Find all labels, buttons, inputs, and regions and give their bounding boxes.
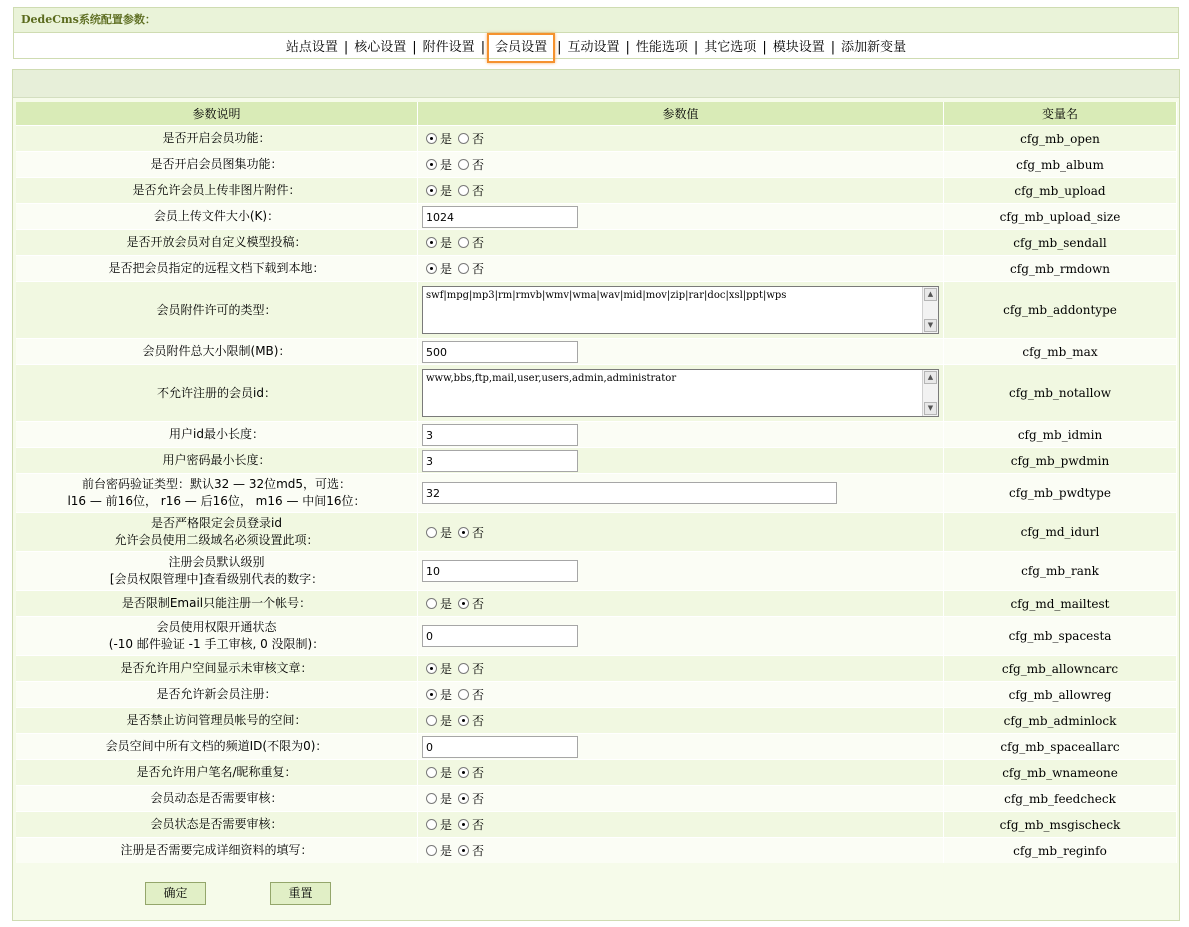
radio-label-no: 否 <box>472 262 485 276</box>
reset-button[interactable]: 重置 <box>270 882 331 905</box>
tab-separator: | <box>412 40 417 55</box>
param-label-line2: l16 — 前16位， r16 — 后16位， m16 — 中间16位： <box>67 494 366 508</box>
radio-option-yes[interactable] <box>422 714 452 728</box>
tab-separator: | <box>830 40 836 55</box>
param-label: 是否禁止访问管理员帐号的空间： <box>126 713 307 727</box>
radio-no[interactable] <box>458 133 469 144</box>
param-label-line2: (-10 邮件验证 -1 手工审核, 0 没限制)： <box>108 637 325 651</box>
param-value <box>418 590 944 616</box>
param-description <box>16 655 418 681</box>
variable-name: cfg_mb_wnameone <box>944 759 1177 785</box>
radio-option-no[interactable] <box>454 262 484 276</box>
radio-option-yes[interactable] <box>422 844 452 858</box>
param-value <box>418 655 944 681</box>
radio-yes[interactable] <box>426 715 437 726</box>
radio-no[interactable] <box>458 159 469 170</box>
param-description <box>16 364 418 421</box>
param-value <box>418 421 944 447</box>
radio-yes[interactable] <box>426 845 437 856</box>
table-row <box>16 177 1177 203</box>
radio-yes[interactable] <box>426 793 437 804</box>
text-input[interactable]: 1024 <box>422 206 578 228</box>
param-description <box>16 837 418 863</box>
param-label: 用户密码最小长度： <box>162 453 271 467</box>
table-row <box>16 151 1177 177</box>
param-value <box>418 338 944 364</box>
radio-no[interactable] <box>458 767 469 778</box>
param-label: 是否开放会员对自定义模型投稿： <box>126 235 307 249</box>
table-row <box>16 203 1177 229</box>
table-row <box>16 616 1177 655</box>
variable-name: cfg_mb_rmdown <box>944 255 1177 281</box>
param-description <box>16 473 418 512</box>
tab-separator: | <box>343 40 349 55</box>
tab-separator: | <box>693 40 699 55</box>
radio-yes[interactable] <box>426 527 437 538</box>
textarea-input[interactable] <box>422 369 939 417</box>
header-description: 参数说明 <box>16 102 418 125</box>
tab-8[interactable]: 添加新变量 <box>841 40 907 55</box>
variable-name: cfg_mb_open <box>944 125 1177 151</box>
table-row <box>16 364 1177 421</box>
param-description <box>16 551 418 590</box>
param-label: 是否允许用户笔名/昵称重复： <box>136 765 297 779</box>
param-label: 是否严格限定会员登录id <box>151 516 282 530</box>
radio-label-yes: 是 <box>440 766 453 780</box>
table-row <box>16 681 1177 707</box>
param-description <box>16 281 418 338</box>
table-row <box>16 837 1177 863</box>
radio-no[interactable] <box>458 263 469 274</box>
radio-label-no: 否 <box>472 792 485 806</box>
radio-label-no: 否 <box>472 688 485 702</box>
radio-label-yes: 是 <box>440 597 453 611</box>
param-value <box>418 229 944 255</box>
param-label: 注册会员默认级别 <box>168 555 265 569</box>
radio-label-no: 否 <box>472 714 485 728</box>
radio-yes[interactable] <box>426 133 437 144</box>
param-label: 是否开启会员功能： <box>162 131 271 145</box>
table-row <box>16 473 1177 512</box>
param-description <box>16 151 418 177</box>
param-value <box>418 837 944 863</box>
param-description <box>16 255 418 281</box>
radio-label-yes: 是 <box>440 688 453 702</box>
variable-name: cfg_mb_spacesta <box>944 616 1177 655</box>
radio-option-yes[interactable] <box>422 526 452 540</box>
radio-label-no: 否 <box>472 662 485 676</box>
table-row <box>16 281 1177 338</box>
radio-label-no: 否 <box>472 818 485 832</box>
tab-separator: | <box>625 40 630 55</box>
tab-3[interactable]: 会员设置 <box>487 33 555 63</box>
param-label-line2: 允许会员使用二级域名必须设置此项： <box>114 533 319 547</box>
param-label: 是否限制Email只能注册一个帐号： <box>121 596 312 610</box>
radio-label-no: 否 <box>472 766 485 780</box>
settings-tabs <box>13 32 1179 59</box>
table-row <box>16 759 1177 785</box>
variable-name: cfg_mb_max <box>944 338 1177 364</box>
radio-label-no: 否 <box>472 132 485 146</box>
table-row <box>16 733 1177 759</box>
radio-yes[interactable] <box>426 159 437 170</box>
radio-label-no: 否 <box>472 844 485 858</box>
radio-no[interactable] <box>458 663 469 674</box>
variable-name: cfg_mb_allowreg <box>944 681 1177 707</box>
radio-yes[interactable] <box>426 237 437 248</box>
table-row <box>16 229 1177 255</box>
param-value <box>418 281 944 338</box>
scroll-down-arrow-icon[interactable]: ▼ <box>924 319 937 332</box>
param-description <box>16 616 418 655</box>
param-label: 是否允许用户空间显示未审核文章： <box>120 661 313 675</box>
text-input[interactable]: 32 <box>422 482 837 504</box>
table-row <box>16 338 1177 364</box>
tab-separator: | <box>480 40 486 55</box>
text-input[interactable]: 3 <box>422 424 578 446</box>
radio-option-no[interactable] <box>454 844 484 858</box>
param-label: 会员上传文件大小(K)： <box>153 209 280 223</box>
radio-yes[interactable] <box>426 663 437 674</box>
radio-label-yes: 是 <box>440 525 453 540</box>
variable-name: cfg_mb_allowncarc <box>944 655 1177 681</box>
param-label: 是否允许会员上传非图片附件： <box>132 183 301 197</box>
radio-no[interactable] <box>458 527 469 538</box>
param-label: 会员空间中所有文档的频道ID(不限为0)： <box>105 739 328 753</box>
radio-label-yes: 是 <box>440 132 453 146</box>
param-description <box>16 229 418 255</box>
textarea-input[interactable] <box>422 286 939 334</box>
scroll-up-arrow-icon[interactable]: ▲ <box>924 288 937 301</box>
radio-option-no[interactable] <box>454 236 484 250</box>
param-value <box>418 811 944 837</box>
table-row <box>16 655 1177 681</box>
param-value <box>418 616 944 655</box>
radio-option-no[interactable] <box>454 526 484 540</box>
settings-panel <box>12 69 1180 921</box>
table-row <box>16 707 1177 733</box>
tab-2[interactable]: 附件设置 <box>422 40 475 55</box>
table-header-row <box>16 102 1177 125</box>
table-row <box>16 785 1177 811</box>
scrollbar[interactable] <box>922 287 938 333</box>
param-label: 会员附件许可的类型： <box>156 302 277 317</box>
table-row <box>16 551 1177 590</box>
table-row <box>16 512 1177 551</box>
variable-name: cfg_md_mailtest <box>944 590 1177 616</box>
radio-option-yes[interactable] <box>422 132 452 146</box>
radio-no[interactable] <box>458 793 469 804</box>
radio-option-no[interactable] <box>454 766 484 780</box>
confirm-button[interactable]: 确定 <box>145 882 206 905</box>
param-label: 会员使用权限开通状态 <box>156 620 277 634</box>
radio-label-no: 否 <box>472 236 485 250</box>
text-input[interactable]: 0 <box>422 736 578 758</box>
table-row <box>16 255 1177 281</box>
param-value <box>418 759 944 785</box>
param-value <box>418 785 944 811</box>
tab-separator: | <box>557 40 562 55</box>
param-value <box>418 551 944 590</box>
table-row <box>16 811 1177 837</box>
radio-option-yes[interactable] <box>422 236 452 250</box>
header-value: 参数值 <box>418 102 944 125</box>
param-description <box>16 707 418 733</box>
radio-option-yes[interactable] <box>422 597 452 611</box>
param-description <box>16 512 418 551</box>
param-label-line2: [会员权限管理中]查看级别代表的数字： <box>109 572 324 586</box>
param-label: 会员状态是否需要审核： <box>150 817 283 831</box>
variable-name: cfg_mb_upload <box>944 177 1177 203</box>
param-label: 是否把会员指定的远程文档下载到本地： <box>108 261 325 275</box>
textarea-value: swf|mpg|mp3|rm|rmvb|wmv|wma|wav|mid|mov|zip|rar|doc|xsl|ppt|wps <box>426 290 787 301</box>
radio-option-no[interactable] <box>454 662 484 676</box>
tab-7[interactable]: 模块设置 <box>772 40 825 55</box>
param-value <box>418 512 944 551</box>
text-input[interactable]: 3 <box>422 450 578 472</box>
radio-option-yes[interactable] <box>422 766 452 780</box>
variable-name: cfg_md_idurl <box>944 512 1177 551</box>
table-row <box>16 590 1177 616</box>
radio-label-yes: 是 <box>440 714 453 728</box>
radio-label-no: 否 <box>472 184 485 198</box>
table-row <box>16 125 1177 151</box>
param-description <box>16 338 418 364</box>
param-value <box>418 681 944 707</box>
table-row <box>16 421 1177 447</box>
radio-option-no[interactable] <box>454 597 484 611</box>
radio-option-yes[interactable] <box>422 184 452 198</box>
config-table <box>16 102 1177 863</box>
radio-no[interactable] <box>458 237 469 248</box>
variable-name: cfg_mb_album <box>944 151 1177 177</box>
radio-yes[interactable] <box>426 263 437 274</box>
tab-6[interactable]: 其它选项 <box>704 40 757 55</box>
param-value <box>418 203 944 229</box>
textarea-value: www,bbs,ftp,mail,user,users,admin,administrator <box>426 373 677 384</box>
radio-no[interactable] <box>458 598 469 609</box>
variable-name: cfg_mb_msgischeck <box>944 811 1177 837</box>
radio-label-yes: 是 <box>440 818 453 832</box>
radio-option-no[interactable] <box>454 158 484 172</box>
param-value <box>418 151 944 177</box>
param-description <box>16 733 418 759</box>
radio-no[interactable] <box>458 689 469 700</box>
param-label: 前台密码验证类型：默认32 — 32位md5，可选： <box>81 477 352 491</box>
radio-option-no[interactable] <box>454 792 484 806</box>
variable-name: cfg_mb_feedcheck <box>944 785 1177 811</box>
variable-name: cfg_mb_pwdtype <box>944 473 1177 512</box>
param-value <box>418 733 944 759</box>
param-value <box>418 125 944 151</box>
param-value <box>418 707 944 733</box>
param-description <box>16 125 418 151</box>
tab-4[interactable]: 互动设置 <box>567 40 620 55</box>
param-label: 会员动态是否需要审核： <box>150 791 283 805</box>
param-label: 不允许注册的会员id： <box>157 385 276 400</box>
tab-1[interactable]: 核心设置 <box>354 40 407 55</box>
param-value <box>418 364 944 421</box>
header-variable: 变量名 <box>944 102 1177 125</box>
param-description <box>16 811 418 837</box>
variable-name: cfg_mb_spaceallarc <box>944 733 1177 759</box>
variable-name: cfg_mb_adminlock <box>944 707 1177 733</box>
variable-name: cfg_mb_notallow <box>944 364 1177 421</box>
radio-label-yes: 是 <box>440 236 453 250</box>
variable-name: cfg_mb_addontype <box>944 281 1177 338</box>
param-label: 是否允许新会员注册： <box>156 687 277 701</box>
radio-label-yes: 是 <box>440 662 453 676</box>
param-value <box>418 447 944 473</box>
radio-option-no[interactable] <box>454 818 484 832</box>
radio-option-no[interactable] <box>454 184 484 198</box>
text-input[interactable]: 10 <box>422 560 578 582</box>
radio-option-yes[interactable] <box>422 662 452 676</box>
radio-option-yes[interactable] <box>422 262 452 276</box>
radio-yes[interactable] <box>426 819 437 830</box>
variable-name: cfg_mb_reginfo <box>944 837 1177 863</box>
radio-option-yes[interactable] <box>422 792 452 806</box>
radio-yes[interactable] <box>426 598 437 609</box>
param-description <box>16 785 418 811</box>
radio-label-no: 否 <box>472 597 485 611</box>
radio-option-yes[interactable] <box>422 818 452 832</box>
param-value <box>418 255 944 281</box>
tab-separator: | <box>762 40 767 55</box>
param-label: 是否开启会员图集功能： <box>150 157 283 171</box>
param-description <box>16 590 418 616</box>
param-value <box>418 177 944 203</box>
radio-label-yes: 是 <box>440 184 453 198</box>
radio-option-no[interactable] <box>454 714 484 728</box>
radio-yes[interactable] <box>426 767 437 778</box>
param-description <box>16 759 418 785</box>
param-description <box>16 447 418 473</box>
panel-header <box>13 70 1179 98</box>
radio-option-yes[interactable] <box>422 158 452 172</box>
text-input[interactable]: 0 <box>422 625 578 647</box>
scrollbar[interactable] <box>922 370 938 416</box>
param-label: 会员附件总大小限制(MB)： <box>142 344 291 358</box>
text-input[interactable]: 500 <box>422 341 578 363</box>
variable-name: cfg_mb_upload_size <box>944 203 1177 229</box>
param-label: 用户id最小长度： <box>169 427 264 441</box>
param-description <box>16 421 418 447</box>
radio-no[interactable] <box>458 185 469 196</box>
variable-name: cfg_mb_sendall <box>944 229 1177 255</box>
variable-name: cfg_mb_rank <box>944 551 1177 590</box>
variable-name: cfg_mb_idmin <box>944 421 1177 447</box>
param-description <box>16 203 418 229</box>
param-label: 注册是否需要完成详细资料的填写： <box>120 843 313 857</box>
page-title: DedeCms系统配置参数： <box>13 7 1179 32</box>
radio-label-yes: 是 <box>440 844 453 858</box>
radio-option-yes[interactable] <box>422 688 452 702</box>
radio-label-yes: 是 <box>440 158 453 172</box>
radio-yes[interactable] <box>426 689 437 700</box>
scroll-down-arrow-icon[interactable]: ▼ <box>924 402 937 415</box>
radio-label-no: 否 <box>472 525 485 540</box>
tab-0[interactable]: 站点设置 <box>285 40 338 55</box>
radio-option-no[interactable] <box>454 688 484 702</box>
radio-label-yes: 是 <box>440 262 453 276</box>
radio-yes[interactable] <box>426 185 437 196</box>
radio-no[interactable] <box>458 819 469 830</box>
scroll-up-arrow-icon[interactable]: ▲ <box>924 371 937 384</box>
radio-no[interactable] <box>458 845 469 856</box>
radio-no[interactable] <box>458 715 469 726</box>
param-description <box>16 681 418 707</box>
param-description <box>16 177 418 203</box>
radio-label-yes: 是 <box>440 792 453 806</box>
table-row <box>16 447 1177 473</box>
tab-5[interactable]: 性能选项 <box>635 40 688 55</box>
variable-name: cfg_mb_pwdmin <box>944 447 1177 473</box>
radio-label-no: 否 <box>472 158 485 172</box>
radio-option-no[interactable] <box>454 132 484 146</box>
param-value <box>418 473 944 512</box>
